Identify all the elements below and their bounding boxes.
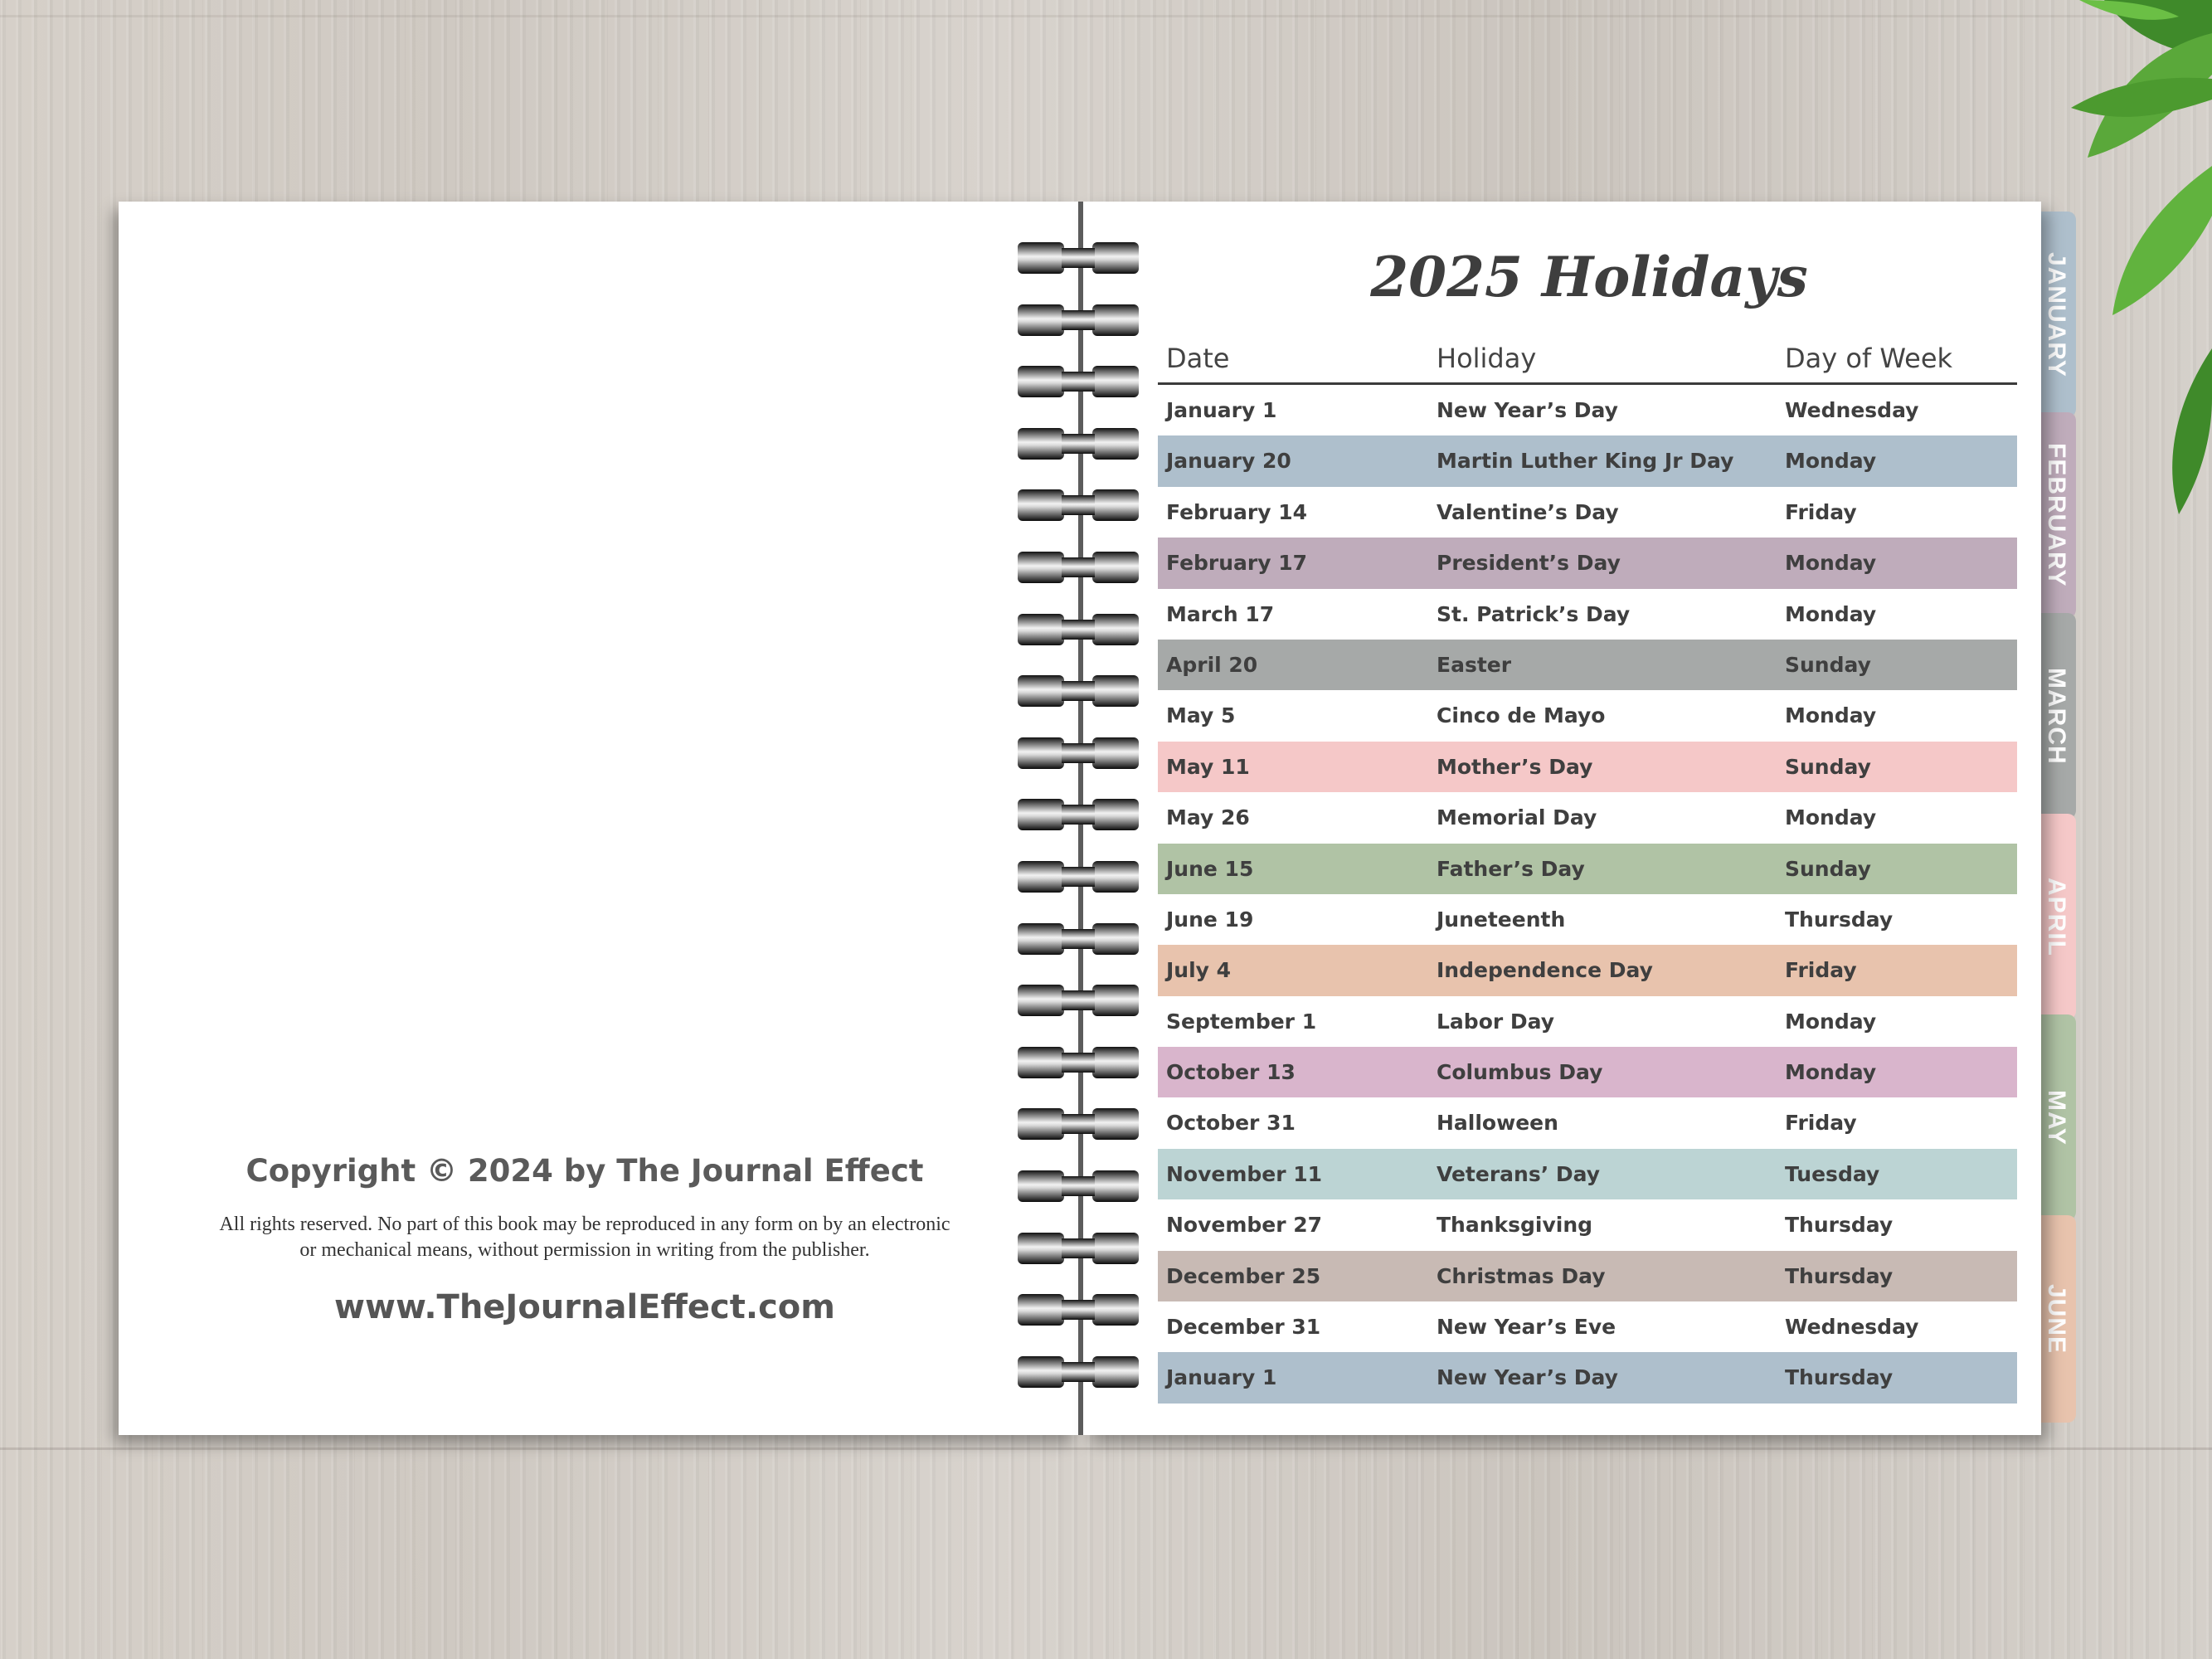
holidays-table [1158,336,2017,1404]
table-row [1158,640,2017,690]
holiday-cell: Juneteenth [1437,907,1566,932]
table-row [1158,792,2017,843]
column-header-date: Date [1166,343,1230,374]
holiday-cell: Halloween [1437,1111,1558,1136]
tab-label: FEBRUARY [2043,443,2070,587]
day-of-week-cell: Monday [1785,1009,1877,1034]
spiral-coil [1016,983,1140,1018]
table-row [1158,945,2017,995]
spiral-coil [1016,550,1140,585]
table-row [1158,435,2017,486]
day-of-week-cell: Monday [1785,1060,1877,1085]
date-cell: March 17 [1166,601,1275,626]
table-body [1158,385,2017,1404]
date-cell: November 27 [1166,1213,1323,1238]
table-row [1158,1251,2017,1301]
table-row [1158,1352,2017,1403]
day-of-week-cell: Monday [1785,805,1877,830]
spiral-coil [1016,736,1140,771]
date-cell: February 14 [1166,499,1308,524]
copyright-title: Copyright © 2024 by The Journal Effect [246,1153,924,1189]
day-of-week-cell: Monday [1785,449,1877,474]
spiral-coil [1016,859,1140,894]
tab-march[interactable] [2036,613,2076,819]
spiral-coil [1016,1045,1140,1080]
date-cell: December 25 [1166,1263,1321,1288]
holiday-cell: President’s Day [1437,551,1621,576]
spiral-coil [1016,612,1140,647]
tab-label: MAY [2043,1089,2070,1146]
holiday-cell: Valentine’s Day [1437,499,1619,524]
date-cell: May 26 [1166,805,1250,830]
holiday-cell: Cinco de Mayo [1437,703,1606,728]
table-row [1158,1301,2017,1352]
page-title: 2025 Holidays [1370,245,1808,309]
day-of-week-cell: Sunday [1785,652,1871,677]
table-row [1158,538,2017,588]
column-header-day: Day of Week [1785,343,1953,374]
holiday-cell: Easter [1437,652,1512,677]
date-cell: January 1 [1166,1365,1277,1390]
table-row [1158,742,2017,792]
day-of-week-cell: Monday [1785,551,1877,576]
holiday-cell: New Year’s Eve [1437,1315,1616,1340]
day-of-week-cell: Friday [1785,1111,1857,1136]
table-row [1158,894,2017,945]
date-cell: October 13 [1166,1060,1296,1085]
date-cell: November 11 [1166,1161,1323,1186]
date-cell: December 31 [1166,1315,1321,1340]
holiday-cell: St. Patrick’s Day [1437,601,1631,626]
date-cell: June 15 [1166,856,1254,881]
wood-plank-seam [0,15,2212,17]
column-header-holiday: Holiday [1437,343,1537,374]
day-of-week-cell: Tuesday [1785,1161,1880,1186]
date-cell: May 11 [1166,754,1250,779]
day-of-week-cell: Monday [1785,703,1877,728]
date-cell: February 17 [1166,551,1308,576]
table-row [1158,690,2017,741]
holiday-cell: New Year’s Day [1437,398,1618,422]
tab-label: APRIL [2043,877,2070,956]
day-of-week-cell: Friday [1785,499,1857,524]
tab-label: MARCH [2043,667,2070,765]
table-row [1158,1047,2017,1097]
holiday-cell: New Year’s Day [1437,1365,1618,1390]
holiday-cell: Father’s Day [1437,856,1585,881]
holiday-cell: Christmas Day [1437,1263,1606,1288]
holiday-cell: Mother’s Day [1437,754,1593,779]
spiral-coil [1016,1107,1140,1141]
date-cell: June 19 [1166,907,1254,932]
table-row [1158,487,2017,538]
month-tabs [2036,212,2076,1418]
spiral-coil [1016,488,1140,523]
date-cell: July 4 [1166,958,1232,983]
holiday-cell: Thanksgiving [1437,1213,1593,1238]
wood-plank-seam [0,1447,2212,1450]
tab-june[interactable] [2036,1215,2076,1423]
holiday-cell: Veterans’ Day [1437,1161,1601,1186]
date-cell: January 20 [1166,449,1291,474]
day-of-week-cell: Sunday [1785,856,1871,881]
spiral-coil [1016,1292,1140,1327]
tab-label: JUNE [2043,1283,2070,1355]
day-of-week-cell: Monday [1785,601,1877,626]
date-cell: January 1 [1166,398,1277,422]
spiral-coil [1016,922,1140,956]
holiday-cell: Memorial Day [1437,805,1597,830]
day-of-week-cell: Wednesday [1785,398,1919,422]
spiral-coil [1016,426,1140,461]
date-cell: October 31 [1166,1111,1296,1136]
spiral-binding [1016,241,1140,1394]
date-cell: May 5 [1166,703,1236,728]
spiral-coil [1016,1169,1140,1204]
day-of-week-cell: Wednesday [1785,1315,1919,1340]
holiday-cell: Labor Day [1437,1009,1555,1034]
day-of-week-cell: Friday [1785,958,1857,983]
copyright-block [216,1153,954,1326]
copyright-text: All rights reserved. No part of this book may be reproduced in any form on by an electronic or mechanical means, without permission in writing from the publisher. [219,1214,950,1261]
table-row [1158,1199,2017,1250]
tab-april[interactable] [2036,814,2076,1019]
tab-january[interactable] [2036,212,2076,417]
tab-may[interactable] [2036,1014,2076,1220]
spiral-coil [1016,674,1140,708]
day-of-week-cell: Thursday [1785,907,1894,932]
day-of-week-cell: Thursday [1785,1263,1894,1288]
day-of-week-cell: Thursday [1785,1213,1894,1238]
spiral-coil [1016,1355,1140,1389]
holiday-cell: Independence Day [1437,958,1653,983]
spiral-coil [1016,797,1140,832]
tab-label: JANUARY [2043,251,2070,377]
day-of-week-cell: Sunday [1785,754,1871,779]
table-row [1158,589,2017,640]
date-cell: April 20 [1166,652,1258,677]
table-row [1158,996,2017,1047]
holiday-cell: Martin Luther King Jr Day [1437,449,1734,474]
table-row [1158,844,2017,894]
spiral-coil [1016,364,1140,399]
spiral-coil [1016,1231,1140,1266]
table-header [1158,336,2017,385]
holiday-cell: Columbus Day [1437,1060,1603,1085]
table-row [1158,1149,2017,1199]
website-link[interactable]: www.TheJournalEffect.com [334,1288,835,1326]
table-row [1158,1097,2017,1148]
table-row [1158,385,2017,435]
date-cell: September 1 [1166,1009,1317,1034]
tab-february[interactable] [2036,412,2076,618]
day-of-week-cell: Thursday [1785,1365,1894,1390]
